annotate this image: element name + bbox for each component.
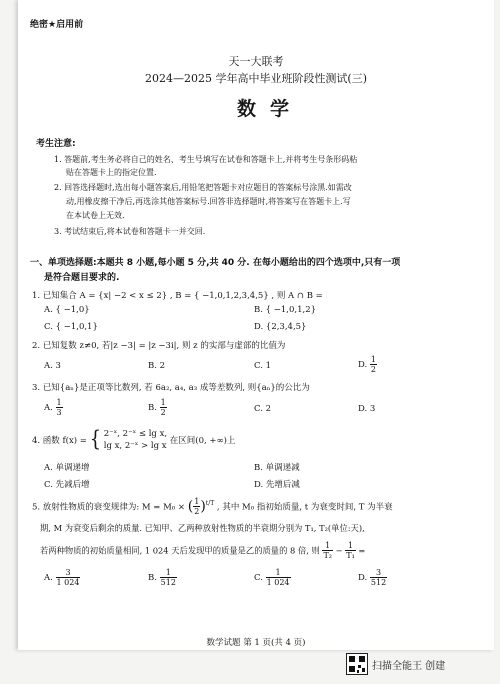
q2-option-b: B. 2: [148, 361, 166, 371]
question-4-stem: 4. 函数 f(x) = { 2⁻ˣ, 2⁻ˣ ≤ lg x, lg x, 2⁻ˣ > lg x 在区间(0, +∞)上: [32, 426, 236, 452]
notes-heading: 考生注意:: [36, 139, 76, 149]
secret-label: 绝密★启用前: [30, 20, 84, 30]
fraction: $\frac{1}{3}$: [56, 398, 62, 417]
note-line: 2. 回答选择题时,选出每小题答案后,用铅笔把答题卡对应题目的答案标号涂黑.如需改: [54, 183, 352, 192]
fraction: $\frac{1}{\text{T₂}}$: [323, 541, 332, 560]
subject-title: 数学: [236, 98, 303, 120]
piecewise-case-2: lg x, 2⁻ˣ > lg x: [103, 441, 167, 451]
piecewise-brace: {: [89, 426, 102, 452]
q3-option-c: C. 2: [254, 404, 272, 414]
q1-option-a: A. { −1,0}: [44, 305, 90, 315]
q5-option-c: C. $\frac{1}{1 024}$: [254, 568, 290, 587]
q3-option-b: B. $\frac{1}{2}$: [148, 398, 166, 417]
q2-option-c: C. 1: [254, 361, 272, 371]
fraction: $\frac{1}{2}$: [370, 355, 377, 374]
note-line: 1. 答题前,考生务必将自己的姓名、考生号填写在试卷和答题卡上,并将考生号条形码粘: [54, 155, 358, 164]
page-footer: 数学试题 第 1 页(共 4 页): [206, 638, 306, 648]
note-line: 动,用橡皮擦干净后,再选涂其他答案标号.回答非选择题时,将答案写在答题卡上.写: [66, 197, 351, 206]
fraction: $\frac{3}{512}$: [370, 568, 387, 587]
q4-option-d: D. 先增后减: [254, 480, 300, 490]
fraction: $\frac{1}{\text{T₁}}$: [346, 541, 355, 560]
note-line: 3. 考试结束后,将本试卷和答题卡一并交回.: [54, 227, 206, 236]
q2-option-d: D. $\frac{1}{2}$: [358, 355, 377, 374]
piecewise-case-1: 2⁻ˣ, 2⁻ˣ ≤ lg x,: [103, 429, 168, 439]
question-5-stem-2: 期, M 为衰变后剩余的质量. 已知甲、乙两种放射性物质的半衰期分别为 T₁, T₂(单位:天),: [40, 523, 365, 533]
question-1-stem: 1. 已知集合 A = {x| −2 < x ≤ 2} , B = { −1,0,1,2,3,4,5} , 则 A ∩ B =: [32, 291, 323, 301]
q4-option-a: A. 单调递增: [44, 463, 90, 473]
qr-code-icon: [346, 653, 368, 675]
q5-option-d: D. $\frac{3}{512}$: [358, 568, 387, 587]
fraction: $\frac{1}{2}$: [194, 497, 200, 516]
q5-option-a: A. $\frac{3}{1 024}$: [44, 568, 80, 587]
q4-option-b: B. 单调递减: [254, 463, 300, 473]
question-3-stem: 3. 已知{aₙ}是正项等比数列, 若 6a₂, a₄, a₃ 成等差数列, 则{aₙ}的公比为: [32, 383, 310, 393]
fraction: $\frac{1}{2}$: [160, 398, 166, 417]
q4-option-c: C. 先减后增: [44, 480, 90, 490]
note-line: 在本试卷上无效.: [66, 211, 125, 220]
question-5-stem-3: 若两种物质的初始质量相同, 1 024 天后发现甲的质量是乙的质量的 8 倍, 则 $\frac{1}{\text{T₂}}$ − $\frac{1}{\text{T₁}}$ =: [40, 541, 366, 560]
q1-option-b: B. { −1,0,1,2}: [254, 305, 317, 315]
exam-organizer: 天一大联考: [228, 55, 284, 68]
exponent: t/T: [205, 500, 215, 508]
q1-option-c: C. { −1,0,1}: [44, 322, 98, 332]
section-heading-cont: 是符合题目要求的.: [44, 273, 120, 283]
fraction: $\frac{1}{1 024}$: [266, 568, 290, 587]
fraction: $\frac{3}{1 024}$: [56, 568, 80, 587]
scanner-watermark: 扫描全能王 创建: [372, 661, 446, 672]
q2-option-a: A. 3: [44, 361, 61, 371]
exam-page: [18, 0, 494, 650]
note-line: 贴在答题卡上的指定位置.: [66, 168, 157, 177]
question-2-stem: 2. 已知复数 z≠0, 若|z −3| = |z −3i|, 则 z 的实部与虚部的比值为: [32, 341, 286, 351]
q5-option-b: B. $\frac{1}{512}$: [148, 568, 176, 587]
exam-title: 2024—2025 学年高中毕业班阶段性测试(三): [144, 72, 368, 85]
question-5-stem-1: 5. 放射性物质的衰变规律为: M = M₀ × ( $\frac{1}{2}$ )$^{t/T}$ , 其中 M₀ 指初始质量, t 为衰变时间, T 为半衰: [32, 497, 393, 516]
q3-option-a: A. $\frac{1}{3}$: [44, 398, 62, 417]
q3-option-d: D. 3: [358, 404, 376, 414]
q1-option-d: D. {2,3,4,5}: [254, 322, 307, 332]
fraction: $\frac{1}{512}$: [160, 568, 176, 587]
section-heading: 一、单项选择题:本题共 8 小题,每小题 5 分,共 40 分. 在每小题给出的四个选项中,只有一项: [30, 258, 401, 268]
